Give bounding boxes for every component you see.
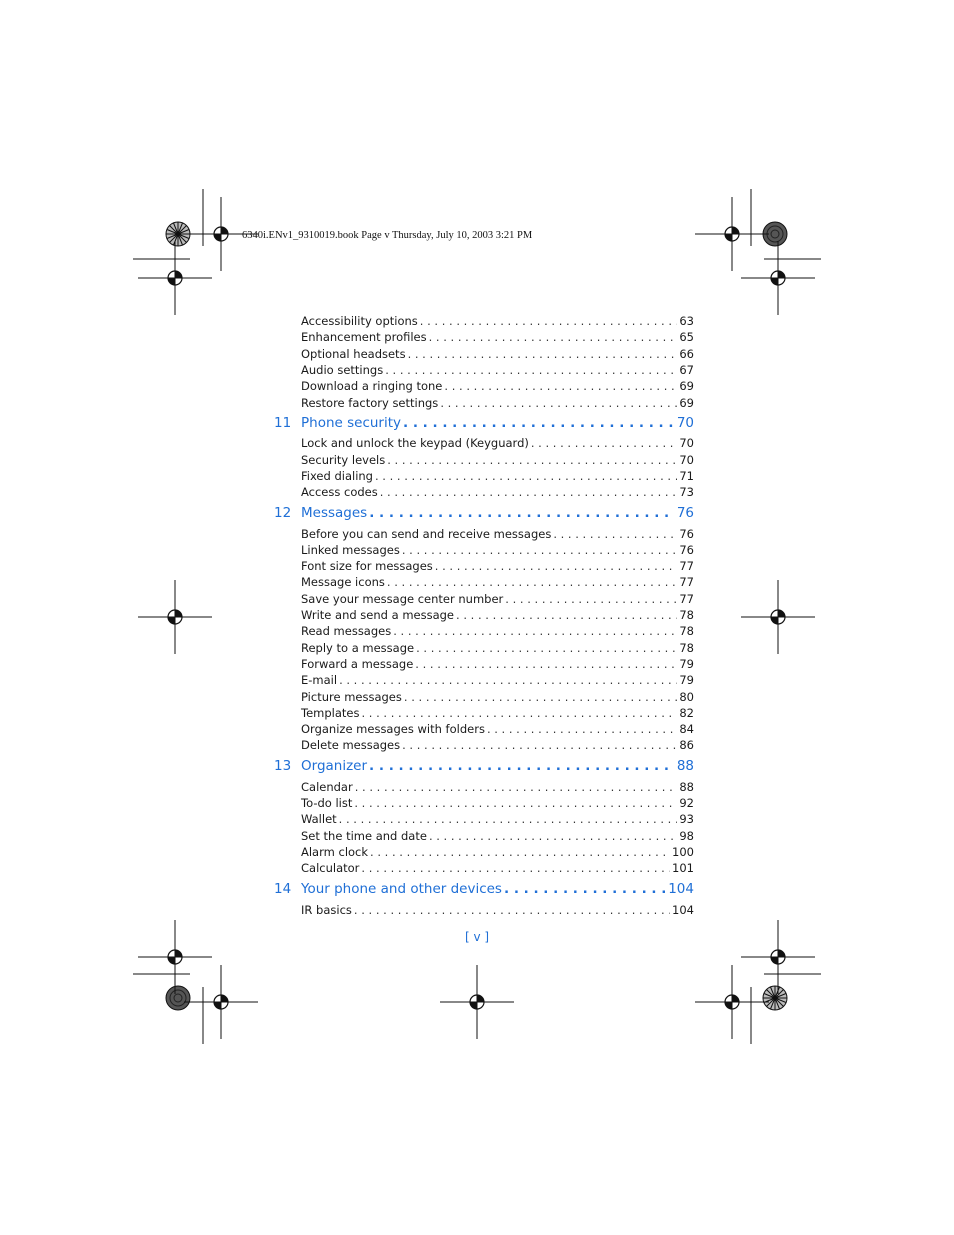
starburst-icon <box>763 986 787 1010</box>
dot-leader <box>402 737 677 753</box>
toc-entry[interactable] <box>301 468 694 484</box>
toc-entry[interactable] <box>301 346 694 362</box>
dot-leader <box>361 860 670 876</box>
page-number: 100 <box>672 844 694 859</box>
toc-entry[interactable] <box>301 526 694 542</box>
dot-leader <box>380 484 678 500</box>
chapter-title: Messages <box>301 505 368 521</box>
toc-entry[interactable] <box>301 452 694 468</box>
registration-crosshair-icon <box>440 965 514 1039</box>
toc-entry[interactable] <box>301 484 694 500</box>
entry-title: Organize messages with folders <box>301 722 485 737</box>
dot-leader <box>429 828 677 844</box>
toc-entry[interactable] <box>301 435 694 451</box>
dot-leader <box>385 362 677 378</box>
page-number: 84 <box>679 722 694 737</box>
page-number: 70 <box>679 436 694 451</box>
registration-crosshair-icon <box>695 965 769 1039</box>
dot-leader <box>387 452 677 468</box>
dot-leader <box>387 574 677 590</box>
page-number: 93 <box>679 812 694 827</box>
dot-leader <box>505 591 677 607</box>
dot-leader <box>444 378 677 394</box>
entry-title: Lock and unlock the keypad (Keyguard) <box>301 436 529 451</box>
entry-title: Forward a message <box>301 656 414 671</box>
page-number: 101 <box>672 861 694 876</box>
dot-leader <box>369 757 675 775</box>
dot-leader <box>375 468 677 484</box>
chapter-heading[interactable] <box>274 757 694 775</box>
page-number: 70 <box>676 414 694 431</box>
dot-leader <box>369 504 675 522</box>
entry-title: Read messages <box>301 624 392 639</box>
dot-leader <box>415 656 677 672</box>
entry-title: Alarm clock <box>301 844 369 859</box>
page-number: 98 <box>679 828 694 843</box>
entry-title: Delete messages <box>301 738 401 753</box>
page-number: 78 <box>679 624 694 639</box>
page-number: 77 <box>679 575 694 590</box>
entry-title: Wallet <box>301 812 337 827</box>
entry-title: IR basics <box>301 902 352 917</box>
dot-leader <box>393 623 677 639</box>
page-number: 78 <box>679 608 694 622</box>
page-number: 69 <box>679 379 694 394</box>
dot-leader <box>440 395 677 411</box>
dot-leader <box>361 705 677 721</box>
entry-title: Optional headsets <box>301 346 406 361</box>
page-folio: [ v ] <box>464 930 490 944</box>
dot-leader <box>456 607 677 623</box>
entry-title: Calculator <box>301 861 360 876</box>
page-number: 80 <box>679 689 694 704</box>
toc-entry[interactable] <box>301 902 694 918</box>
color-dot-icon <box>166 986 190 1010</box>
page-number: 76 <box>679 542 694 557</box>
dot-leader <box>404 689 677 705</box>
dot-leader <box>354 795 677 811</box>
entry-title: Message icons <box>301 575 385 590</box>
entry-title: Reply to a message <box>301 640 415 655</box>
chapter-heading[interactable] <box>274 880 694 898</box>
toc-entry[interactable] <box>301 795 694 811</box>
page-number: 86 <box>679 738 694 753</box>
toc-entry[interactable] <box>301 623 694 639</box>
dot-leader <box>355 779 678 795</box>
page-number: 76 <box>676 505 694 521</box>
toc-entry[interactable] <box>301 542 694 558</box>
print-slug: 6340i.ENv1_9310019.book Page v Thursday, July 10, 2003 3:21 PM <box>242 230 533 241</box>
dot-leader <box>553 526 677 542</box>
entry-title: Set the time and date <box>301 828 427 843</box>
entry-title: Picture messages <box>301 689 402 704</box>
toc-entry[interactable] <box>301 574 694 590</box>
toc-entry[interactable] <box>301 828 694 844</box>
page-number: 82 <box>679 705 694 720</box>
entry-title: Before you can send and receive messages <box>301 526 552 541</box>
toc-entry[interactable] <box>301 689 694 705</box>
page-number: 79 <box>679 673 694 688</box>
dot-leader <box>370 844 670 860</box>
chapter-title: Phone security <box>301 414 402 431</box>
toc-entry[interactable] <box>301 378 694 394</box>
entry-title: Calendar <box>301 779 353 794</box>
toc-entry[interactable] <box>301 811 694 827</box>
chapter-heading[interactable] <box>274 504 694 522</box>
entry-title: Fixed dialing <box>301 468 373 483</box>
page-number: 77 <box>679 559 694 574</box>
page-number: 70 <box>679 452 694 467</box>
entry-title: Audio settings <box>301 362 384 377</box>
dot-leader <box>339 811 678 827</box>
page-number: 88 <box>679 779 694 794</box>
page-number: 78 <box>679 640 694 655</box>
dot-leader <box>403 414 675 432</box>
entry-title: Font size for messages <box>301 559 433 574</box>
chapter-number: 14 <box>274 881 292 897</box>
registration-crosshair-icon <box>184 965 258 1039</box>
toc-entry[interactable] <box>301 779 694 795</box>
dot-leader <box>504 880 666 898</box>
toc-entry[interactable] <box>301 591 694 607</box>
dot-leader <box>354 902 670 918</box>
toc-entry[interactable] <box>301 329 694 345</box>
dot-leader <box>416 640 677 656</box>
dot-leader <box>487 721 677 737</box>
dot-leader <box>531 435 677 451</box>
toc-entry[interactable] <box>301 844 694 860</box>
registration-crosshair-icon <box>741 580 815 654</box>
chapter-title: Organizer <box>301 758 368 775</box>
toc-entry[interactable] <box>301 313 694 329</box>
chapter-number: 11 <box>274 414 292 431</box>
toc-entry[interactable] <box>301 672 694 688</box>
dot-leader <box>408 346 678 362</box>
toc-entry[interactable] <box>301 640 694 656</box>
chapter-number: 13 <box>274 758 292 775</box>
chapter-number: 12 <box>274 505 292 521</box>
toc-entry[interactable] <box>301 860 694 876</box>
entry-title: Templates <box>301 705 360 720</box>
page-number: 66 <box>679 346 694 361</box>
toc-entry[interactable] <box>301 737 694 753</box>
dot-leader <box>402 542 678 558</box>
entry-title: Restore factory settings <box>301 395 439 410</box>
page-number: 69 <box>679 395 694 410</box>
dot-leader <box>339 672 677 688</box>
toc-entry[interactable] <box>301 395 694 411</box>
page-number: 88 <box>676 758 694 775</box>
registration-crosshair-icon <box>741 241 815 315</box>
page-number: 63 <box>679 314 694 328</box>
page-number: 67 <box>679 362 694 377</box>
registration-crosshair-icon <box>138 241 212 315</box>
entry-title: Enhancement profiles <box>301 330 427 345</box>
dot-leader <box>429 329 678 345</box>
page-number: 104 <box>672 902 694 917</box>
entry-title: Linked messages <box>301 542 400 557</box>
page-number: 92 <box>679 796 694 810</box>
page-number: 65 <box>679 330 694 345</box>
registration-crosshair-icon <box>138 580 212 654</box>
toc-entry[interactable] <box>301 607 694 623</box>
entry-title: Security levels <box>301 452 386 467</box>
toc-entry[interactable] <box>301 656 694 672</box>
chapter-heading[interactable] <box>274 414 694 432</box>
toc-entry[interactable] <box>301 558 694 574</box>
entry-title: Accessibility options <box>301 314 418 328</box>
page-number: 77 <box>679 591 694 606</box>
page-number: 79 <box>679 656 694 671</box>
chapter-title: Your phone and other devices <box>301 881 502 897</box>
entry-title: Write and send a message <box>301 608 455 622</box>
entry-title: Download a ringing tone <box>301 379 443 394</box>
toc-entry[interactable] <box>301 721 694 737</box>
registration-crosshair-icon <box>695 197 769 271</box>
dot-leader <box>420 313 678 329</box>
page-number: 73 <box>679 485 694 500</box>
page-number: 71 <box>679 468 694 483</box>
page-number: 76 <box>679 526 694 541</box>
page-number: 104 <box>668 881 694 897</box>
entry-title: E-mail <box>301 673 338 688</box>
toc-entry[interactable] <box>301 705 694 721</box>
entry-title: Save your message center number <box>301 591 504 606</box>
dot-leader <box>435 558 678 574</box>
toc-entry[interactable] <box>301 362 694 378</box>
entry-title: Access codes <box>301 485 378 500</box>
entry-title: To-do list <box>301 796 353 810</box>
